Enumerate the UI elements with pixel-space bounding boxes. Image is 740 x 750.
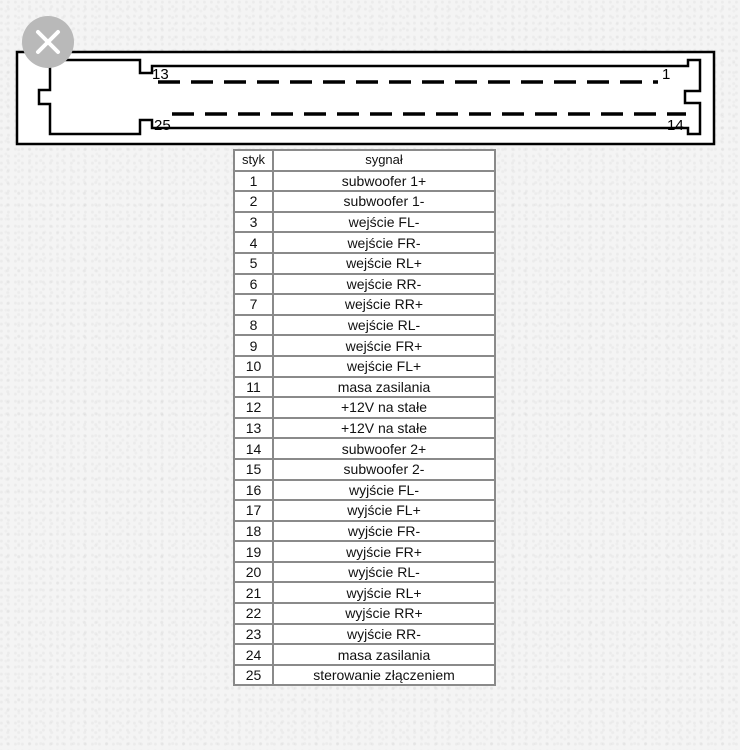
pin-number-cell: 14 [234, 438, 273, 459]
table-row [234, 500, 495, 521]
signal-cell: wejście FR+ [273, 335, 495, 356]
table-row [234, 459, 495, 480]
close-button[interactable] [22, 16, 74, 68]
signal-cell: subwoofer 1- [273, 191, 495, 212]
header-signal: sygnał [273, 150, 495, 171]
pin-number-cell: 2 [234, 191, 273, 212]
signal-cell: sterowanie złączeniem [273, 665, 495, 686]
signal-cell: wejście FL- [273, 212, 495, 233]
pin-label-14: 14 [667, 117, 684, 134]
signal-cell: wyjście FL- [273, 480, 495, 501]
table-row [234, 521, 495, 542]
signal-cell: subwoofer 2+ [273, 438, 495, 459]
table-row [234, 315, 495, 336]
close-icon [22, 16, 74, 68]
table-row [234, 665, 495, 686]
signal-cell: wyjście RR- [273, 624, 495, 645]
pin-number-cell: 16 [234, 480, 273, 501]
signal-cell: subwoofer 1+ [273, 171, 495, 192]
pin-number-cell: 23 [234, 624, 273, 645]
signal-cell: wejście RL- [273, 315, 495, 336]
table-header-row [234, 150, 495, 171]
pin-number-cell: 17 [234, 500, 273, 521]
table-row [234, 294, 495, 315]
pin-number-cell: 19 [234, 541, 273, 562]
pin-number-cell: 7 [234, 294, 273, 315]
signal-cell: masa zasilania [273, 644, 495, 665]
signal-cell: wejście RR- [273, 274, 495, 295]
pin-number-cell: 10 [234, 356, 273, 377]
signal-cell: wejście FR- [273, 232, 495, 253]
signal-cell: wejście FL+ [273, 356, 495, 377]
signal-cell: wyjście FR- [273, 521, 495, 542]
pin-number-cell: 18 [234, 521, 273, 542]
pin-number-cell: 22 [234, 603, 273, 624]
table-row [234, 438, 495, 459]
pin-number-cell: 5 [234, 253, 273, 274]
signal-cell: wejście RR+ [273, 294, 495, 315]
pin-number-cell: 15 [234, 459, 273, 480]
signal-cell: +12V na stałe [273, 418, 495, 439]
pin-number-cell: 21 [234, 582, 273, 603]
signal-cell: wyjście FL+ [273, 500, 495, 521]
signal-cell: +12V na stałe [273, 397, 495, 418]
table-row [234, 644, 495, 665]
pin-number-cell: 24 [234, 644, 273, 665]
signal-cell: wyjście RL- [273, 562, 495, 583]
pin-label-25: 25 [154, 117, 171, 134]
pinout-table [233, 149, 496, 686]
table-row [234, 335, 495, 356]
table-row [234, 624, 495, 645]
signal-cell: subwoofer 2- [273, 459, 495, 480]
pin-number-cell: 20 [234, 562, 273, 583]
table-row [234, 418, 495, 439]
table-row [234, 274, 495, 295]
header-pin: styk [234, 150, 273, 171]
pin-label-13: 13 [152, 66, 169, 83]
table-row [234, 191, 495, 212]
table-row [234, 171, 495, 192]
table-row [234, 377, 495, 398]
table-row [234, 603, 495, 624]
signal-cell: wejście RL+ [273, 253, 495, 274]
pin-number-cell: 11 [234, 377, 273, 398]
table-row [234, 541, 495, 562]
pin-number-cell: 6 [234, 274, 273, 295]
pin-number-cell: 3 [234, 212, 273, 233]
pin-label-1: 1 [662, 66, 671, 83]
pin-number-cell: 8 [234, 315, 273, 336]
table-row [234, 232, 495, 253]
connector-diagram [0, 0, 740, 150]
pin-number-cell: 4 [234, 232, 273, 253]
table-row [234, 212, 495, 233]
pin-number-cell: 12 [234, 397, 273, 418]
signal-cell: masa zasilania [273, 377, 495, 398]
pin-number-cell: 13 [234, 418, 273, 439]
table-row [234, 480, 495, 501]
pin-number-cell: 9 [234, 335, 273, 356]
table-row [234, 562, 495, 583]
signal-cell: wyjście RL+ [273, 582, 495, 603]
table-row [234, 253, 495, 274]
pinout-table-body [234, 171, 495, 686]
signal-cell: wyjście RR+ [273, 603, 495, 624]
pin-number-cell: 25 [234, 665, 273, 686]
table-row [234, 582, 495, 603]
table-row [234, 397, 495, 418]
pin-number-cell: 1 [234, 171, 273, 192]
signal-cell: wyjście FR+ [273, 541, 495, 562]
table-row [234, 356, 495, 377]
